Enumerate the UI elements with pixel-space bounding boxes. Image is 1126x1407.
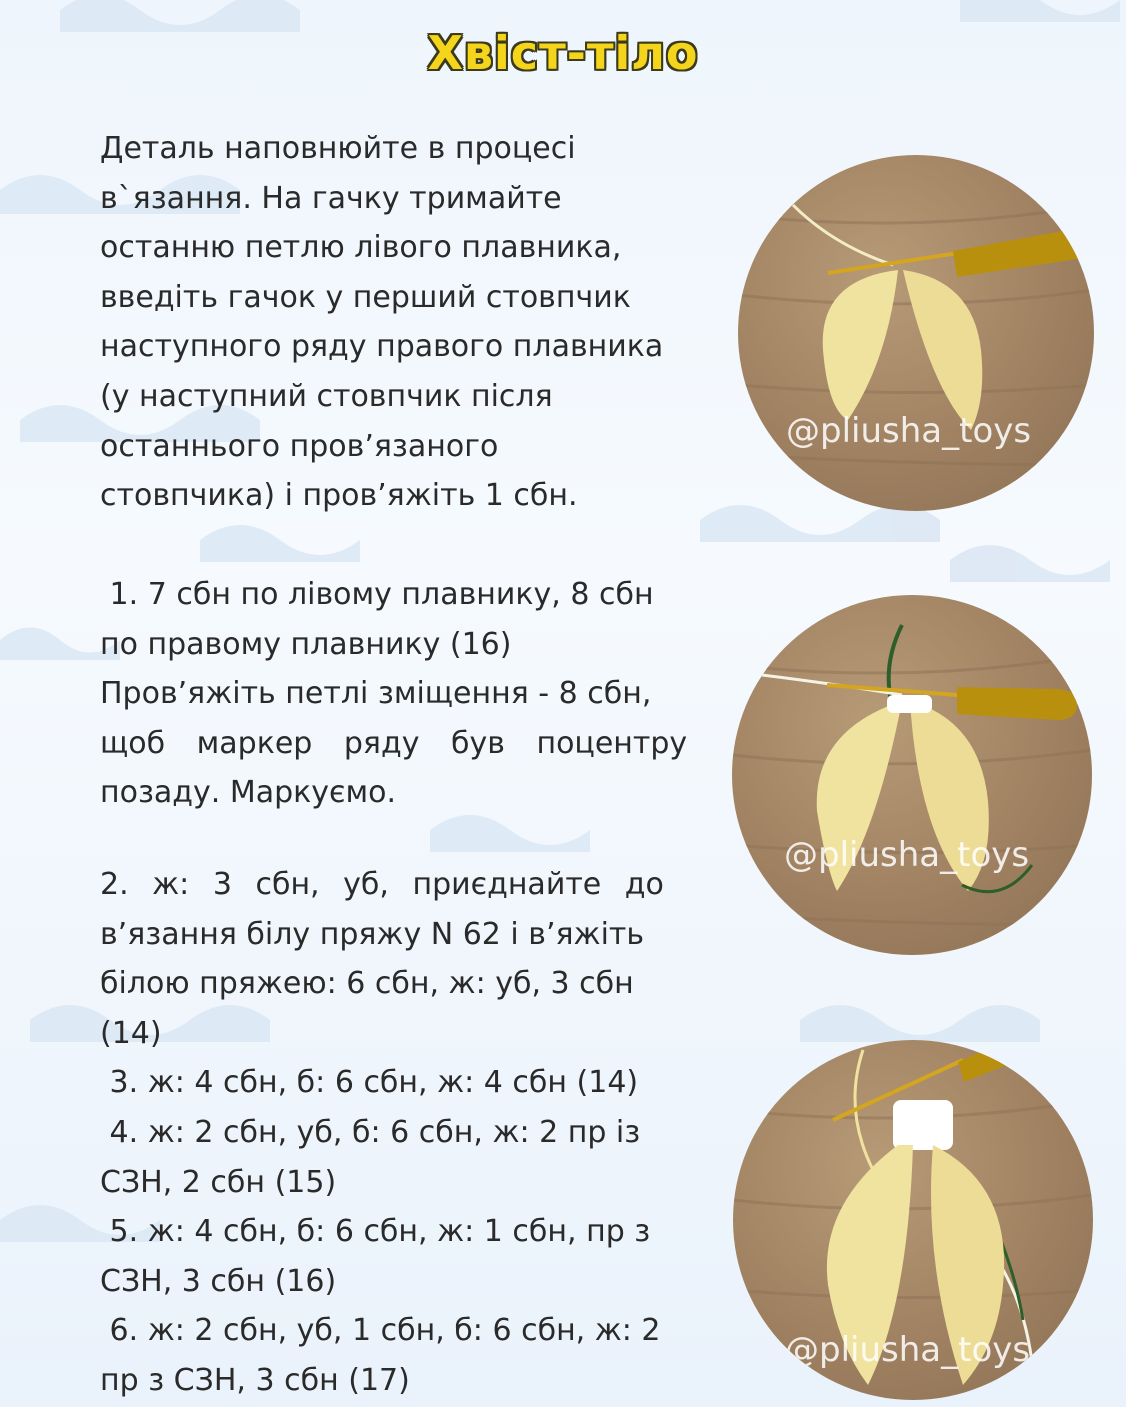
- text-line: останнього пров’язаного: [100, 428, 499, 464]
- text-line: введіть гачок у перший стовпчик: [100, 279, 631, 315]
- round-1-block: [100, 570, 690, 818]
- text-line: останню петлю лівого плавника,: [100, 230, 622, 266]
- photo-step-3: [733, 1040, 1093, 1400]
- text-line: наступного ряду правого плавника: [100, 329, 664, 365]
- text-line: по правому плавнику (16): [100, 626, 512, 662]
- text-line: пр з СЗН, 3 сбн (17): [100, 1362, 410, 1398]
- text-line: стовпчика) і пров’яжіть 1 сбн.: [100, 478, 578, 514]
- text-line: 1. 7 сбн по лівому плавнику, 8 сбн: [100, 577, 654, 612]
- text-line: Пров’яжіть петлі зміщення - 8 сбн,: [100, 676, 652, 712]
- intro-paragraph: [100, 124, 690, 521]
- watermark: @pliusha_toys: [784, 835, 1030, 875]
- text-line: 3. ж: 4 сбн, б: 6 сбн, ж: 4 сбн (14): [100, 1065, 639, 1101]
- text-line: в’язання білу пряжу N 62 і в’яжіть: [100, 916, 645, 952]
- text-line: 2. ж: 3 сбн, уб, приєднайте до: [100, 867, 664, 902]
- text-line: СЗН, 2 сбн (15): [100, 1164, 337, 1200]
- watermark: @pliusha_toys: [785, 1330, 1031, 1370]
- text-line: 6. ж: 2 сбн, уб, 1 сбн, б: 6 сбн, ж: 2: [100, 1313, 661, 1349]
- text-line: щоб маркер ряду був поцентру: [100, 725, 688, 761]
- text-line: (у наступний стовпчик після: [100, 378, 553, 414]
- text-line: білою пряжею: 6 сбн, ж: уб, 3 сбн: [100, 966, 634, 1002]
- photo-step-1: [738, 155, 1094, 511]
- text-line: 5. ж: 4 сбн, б: 6 сбн, ж: 1 сбн, пр з: [100, 1214, 651, 1250]
- text-line: 4. ж: 2 сбн, уб, б: 6 сбн, ж: 2 пр із: [100, 1114, 641, 1150]
- rounds-2-6-block: [100, 860, 690, 1406]
- photo-step-2: [732, 595, 1092, 955]
- text-line: позаду. Маркуємо.: [100, 775, 397, 811]
- text-line: Деталь наповнюйте в процесі: [100, 131, 576, 166]
- page-title: Хвіст-тіло: [427, 26, 699, 80]
- text-line: в`язання. На гачку тримайте: [100, 180, 562, 216]
- text-line: (14): [100, 1015, 162, 1051]
- text-line: СЗН, 3 сбн (16): [100, 1263, 337, 1299]
- watermark: @pliusha_toys: [786, 411, 1032, 451]
